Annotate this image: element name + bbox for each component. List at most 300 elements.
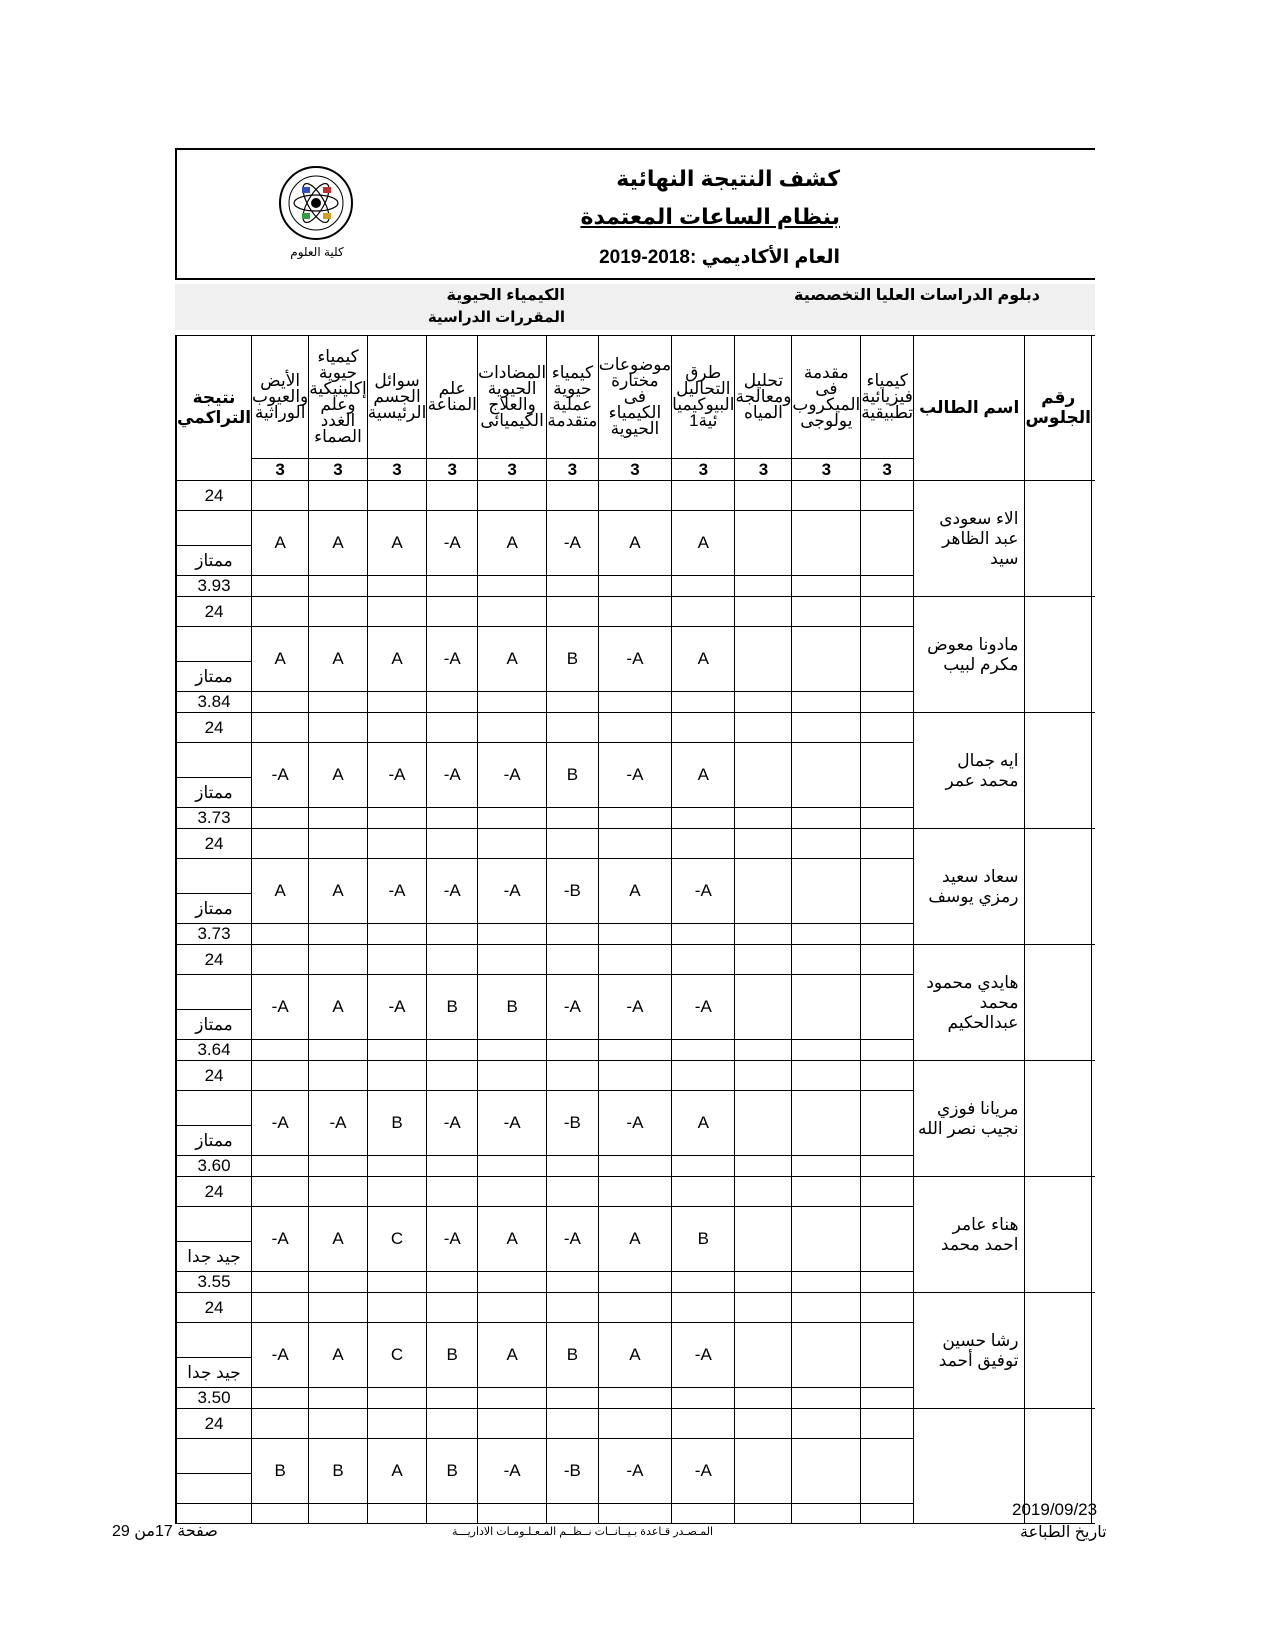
grade-cell-bottom [367, 1040, 427, 1061]
grade-cell-bottom [367, 1156, 427, 1177]
grade-cell-bottom [252, 1388, 309, 1409]
grade-cell-bottom [861, 1388, 914, 1409]
gpa-value: 3.50 [176, 1388, 252, 1409]
grade-cell-top [367, 481, 427, 511]
course-grade [861, 743, 914, 808]
course-grade: -A [672, 1439, 735, 1504]
grade-cell-bottom [672, 1272, 735, 1293]
grade-word: ممتاز [176, 546, 252, 576]
grade-cell-top [598, 1409, 671, 1439]
grade-cell-bottom [252, 1040, 309, 1061]
grade-cell-bottom [735, 1272, 792, 1293]
grade-cell-bottom [598, 924, 671, 945]
grade-word: جيد جدا [176, 1242, 252, 1272]
grade-cell-top [252, 713, 309, 743]
academic-year: العام الأكاديمي :2018-2019 [599, 247, 840, 268]
grade-cell-bottom [427, 576, 478, 597]
grade-cell-top [367, 1293, 427, 1323]
student-row [176, 829, 1095, 859]
grade-cell-bottom [735, 808, 792, 829]
course-grade: B [547, 627, 599, 692]
grade-cell-top [861, 481, 914, 511]
course-grade [861, 859, 914, 924]
grade-cell-bottom [478, 692, 547, 713]
grade-cell-bottom [861, 924, 914, 945]
result-cell [176, 511, 252, 546]
gpa-value: 3.73 [176, 808, 252, 829]
credit-hours: 3 [598, 459, 671, 481]
grade-cell-top [598, 1061, 671, 1091]
grade-cell-top [861, 1177, 914, 1207]
grade-cell-bottom [252, 924, 309, 945]
student-row [176, 1177, 1095, 1207]
grade-cell-top [427, 1293, 478, 1323]
grade-cell-top [861, 945, 914, 975]
grade-cell-top [547, 713, 599, 743]
grade-cell-top [478, 945, 547, 975]
grade-cell-bottom [598, 1272, 671, 1293]
student-name [914, 1409, 1025, 1524]
course-grade: A [478, 511, 547, 576]
edge-cell [1091, 713, 1095, 829]
course-grade: -A [252, 975, 309, 1040]
grade-cell-bottom [792, 576, 861, 597]
course-grade: -A [427, 743, 478, 808]
grade-cell-bottom [252, 576, 309, 597]
course-grade: B [427, 975, 478, 1040]
grade-cell-bottom [735, 1040, 792, 1061]
page-subtitle: بنظام الساعات المعتمدة [580, 204, 840, 229]
total-hours: 24 [176, 597, 252, 627]
grade-cell-top [735, 945, 792, 975]
grade-cell-bottom [735, 576, 792, 597]
grade-cell-bottom [861, 1272, 914, 1293]
course-grade [792, 627, 861, 692]
grade-cell-top [427, 1061, 478, 1091]
university-logo [275, 162, 357, 244]
grade-cell-top [252, 481, 309, 511]
grade-cell-top [427, 829, 478, 859]
result-sheet [175, 148, 1095, 1480]
course-grade [861, 627, 914, 692]
grade-cell-bottom [735, 1388, 792, 1409]
data-source: المـصـدر قـاعدة بـيــانــات نــظــم المـعـلـومـات الاداريـــة [452, 1526, 714, 1538]
course-grade: A [478, 1207, 547, 1272]
course-grade: A [672, 743, 735, 808]
grade-cell-bottom [861, 1504, 914, 1524]
grade-cell-bottom [427, 1272, 478, 1293]
grade-cell-bottom [735, 924, 792, 945]
course-grade: A [309, 1207, 367, 1272]
student-name: هناء عامر احمد محمد [914, 1177, 1025, 1293]
student-row [176, 713, 1095, 743]
grade-cell-top [792, 1409, 861, 1439]
grade-cell-top [427, 1409, 478, 1439]
total-hours: 24 [176, 829, 252, 859]
total-hours: 24 [176, 481, 252, 511]
edge-cell [1091, 829, 1095, 945]
grade-cell-top [252, 1061, 309, 1091]
grade-cell-bottom [598, 1156, 671, 1177]
grade-cell-top [792, 945, 861, 975]
seat-number [1025, 1177, 1092, 1293]
grade-cell-top [672, 481, 735, 511]
course-grade [861, 1207, 914, 1272]
course-grade: -A [672, 859, 735, 924]
course-grade: A [309, 743, 367, 808]
student-row [176, 945, 1095, 975]
course-grade: A [598, 511, 671, 576]
course-grade: A [367, 511, 427, 576]
grade-cell-top [672, 1293, 735, 1323]
course-grade [861, 1439, 914, 1504]
grade-cell-bottom [309, 1388, 367, 1409]
grade-word: ممتاز [176, 1126, 252, 1156]
grade-cell-bottom [367, 924, 427, 945]
grade-cell-top [547, 829, 599, 859]
course-grade: -A [427, 1091, 478, 1156]
grade-cell-top [547, 481, 599, 511]
grade-cell-top [735, 1061, 792, 1091]
grade-cell-bottom [367, 808, 427, 829]
course-grade [735, 859, 792, 924]
program-label: دبلوم الدراسات العليا التخصصية [793, 287, 1040, 304]
grade-cell-bottom [672, 1156, 735, 1177]
grade-cell-top [252, 945, 309, 975]
gpa-value: 3.73 [176, 924, 252, 945]
course-grade [792, 1439, 861, 1504]
grade-cell-top [735, 481, 792, 511]
student-row [176, 597, 1095, 627]
grade-cell-bottom [367, 1388, 427, 1409]
edge-cell [1091, 1061, 1095, 1177]
grade-cell-bottom [735, 692, 792, 713]
course-grade [735, 1323, 792, 1388]
grade-cell-top [598, 829, 671, 859]
grade-cell-top [861, 1293, 914, 1323]
course-header: طرق التحاليل البيوكيميا ئية1 [672, 336, 735, 459]
course-grade: -A [309, 1091, 367, 1156]
grade-cell-top [427, 945, 478, 975]
grade-cell-bottom [547, 1040, 599, 1061]
grade-cell-top [598, 1177, 671, 1207]
page-title: كشف النتيجة النهائية [616, 166, 840, 191]
grade-cell-bottom [598, 1040, 671, 1061]
grade-cell-bottom [478, 1504, 547, 1524]
student-name: الاء سعودى عبد الظاهر سيد [914, 481, 1025, 597]
grade-cell-bottom [252, 1272, 309, 1293]
grade-cell-top [478, 1177, 547, 1207]
course-header: كيمياء فيزيائية تطبيقية [861, 336, 914, 459]
department-label: الكيمياء الحيوية [446, 287, 565, 304]
course-grade [735, 1207, 792, 1272]
student-row [176, 1409, 1095, 1439]
grade-cell-bottom [735, 1504, 792, 1524]
grade-cell-top [672, 945, 735, 975]
course-header: تحليل ومعالجة المياه [735, 336, 792, 459]
print-date-label: تاريخ الطباعة [1020, 1524, 1107, 1541]
course-grade: -A [478, 1439, 547, 1504]
grade-cell-bottom [792, 1040, 861, 1061]
course-grade: -A [478, 743, 547, 808]
course-grade [861, 975, 914, 1040]
grade-cell-bottom [478, 1156, 547, 1177]
grade-cell-bottom [478, 924, 547, 945]
grade-cell-top [598, 597, 671, 627]
result-cell [176, 1439, 252, 1474]
grade-cell-bottom [367, 576, 427, 597]
edge-cell [1091, 481, 1095, 597]
course-grade: C [367, 1323, 427, 1388]
course-grade: A [367, 1439, 427, 1504]
course-grade: B [547, 743, 599, 808]
course-grade: -A [367, 975, 427, 1040]
course-grade: -B [547, 1439, 599, 1504]
student-name: مادونا معوض مكرم لبيب [914, 597, 1025, 713]
grade-cell-bottom [309, 576, 367, 597]
credit-hours: 3 [547, 459, 599, 481]
grade-cell-bottom [792, 1388, 861, 1409]
grade-cell-top [252, 597, 309, 627]
sheet-header [175, 148, 1095, 280]
course-grade: -B [547, 859, 599, 924]
grade-cell-top [309, 597, 367, 627]
page-number: صفحة 17من 29 [112, 1523, 218, 1540]
grade-cell-bottom [309, 1504, 367, 1524]
total-hours: 24 [176, 1061, 252, 1091]
result-cell [176, 627, 252, 662]
course-grade: -A [478, 859, 547, 924]
grade-cell-bottom [309, 924, 367, 945]
grade-cell-top [367, 713, 427, 743]
course-grade: B [672, 1207, 735, 1272]
grade-cell-top [367, 945, 427, 975]
grade-cell-top [672, 1061, 735, 1091]
course-grade [735, 1091, 792, 1156]
course-grade: A [672, 627, 735, 692]
grade-cell-bottom [427, 1040, 478, 1061]
course-grade: A [478, 1323, 547, 1388]
credit-hours: 3 [252, 459, 309, 481]
course-grade: A [478, 627, 547, 692]
seat-number [1025, 481, 1092, 597]
grade-cell-bottom [547, 924, 599, 945]
grade-cell-top [735, 829, 792, 859]
result-cell [176, 1323, 252, 1358]
credit-hours: 3 [309, 459, 367, 481]
credit-hours: 3 [861, 459, 914, 481]
header-row [176, 336, 1095, 459]
grade-cell-top [309, 1409, 367, 1439]
student-name: سعاد سعيد رمزي يوسف [914, 829, 1025, 945]
course-grade: -A [252, 1207, 309, 1272]
grade-cell-bottom [861, 1156, 914, 1177]
grade-cell-bottom [427, 692, 478, 713]
grade-cell-top [792, 481, 861, 511]
grade-cell-bottom [547, 1156, 599, 1177]
grade-cell-top [478, 481, 547, 511]
course-grade [792, 859, 861, 924]
course-grade: -A [252, 1091, 309, 1156]
grade-cell-bottom [792, 1504, 861, 1524]
grade-cell-bottom [861, 1040, 914, 1061]
results-table [175, 335, 1098, 1524]
grade-cell-bottom [309, 1040, 367, 1061]
grade-cell-bottom [672, 1040, 735, 1061]
course-grade: A [309, 1323, 367, 1388]
grade-cell-bottom [672, 1504, 735, 1524]
grade-cell-top [367, 1061, 427, 1091]
grade-cell-bottom [427, 1388, 478, 1409]
course-grade: A [309, 627, 367, 692]
grade-cell-top [309, 829, 367, 859]
grade-cell-top [735, 1293, 792, 1323]
grade-cell-bottom [598, 692, 671, 713]
logo-caption: كلية العلوم [290, 245, 344, 259]
grade-cell-top [427, 1177, 478, 1207]
grade-cell-top [309, 945, 367, 975]
course-grade: -A [427, 859, 478, 924]
total-hours: 24 [176, 945, 252, 975]
credit-hours: 3 [367, 459, 427, 481]
course-grade [735, 743, 792, 808]
grade-cell-top [792, 1177, 861, 1207]
grade-cell-top [735, 1409, 792, 1439]
course-header: الأيض والعيوب الوراثية [252, 336, 309, 459]
course-grade: -A [672, 975, 735, 1040]
course-grade: -A [547, 1207, 599, 1272]
edge-cell [1091, 336, 1095, 481]
grade-cell-top [252, 1409, 309, 1439]
course-grade: -A [598, 1091, 671, 1156]
total-hours: 24 [176, 1177, 252, 1207]
course-grade: -A [367, 859, 427, 924]
student-name: هايدي محمود محمد عبدالحكيم [914, 945, 1025, 1061]
seat-number-header: رقم الجلوس [1025, 336, 1092, 481]
course-grade: B [427, 1439, 478, 1504]
grade-cell-top [367, 1177, 427, 1207]
grade-cell-bottom [547, 1388, 599, 1409]
seat-number [1025, 1061, 1092, 1177]
grade-cell-top [861, 1409, 914, 1439]
grade-cell-bottom [672, 576, 735, 597]
grade-cell-bottom [478, 1388, 547, 1409]
course-header: علم المناعة [427, 336, 478, 459]
course-grade: A [598, 859, 671, 924]
grade-cell-bottom [672, 924, 735, 945]
grade-cell-bottom [598, 1388, 671, 1409]
student-row [176, 1061, 1095, 1091]
grade-cell-top [547, 1409, 599, 1439]
course-grade: -A [547, 975, 599, 1040]
grade-cell-top [792, 1293, 861, 1323]
student-name: مريانا فوزي نجيب نصر الله [914, 1061, 1025, 1177]
result-cell [176, 859, 252, 894]
grade-cell-bottom [252, 1156, 309, 1177]
grade-cell-bottom [547, 1272, 599, 1293]
grade-cell-top [309, 481, 367, 511]
grade-cell-bottom [478, 1272, 547, 1293]
grade-cell-top [735, 1177, 792, 1207]
grade-cell-bottom [427, 1504, 478, 1524]
grade-cell-top [367, 597, 427, 627]
grade-cell-top [547, 1293, 599, 1323]
course-grade: A [309, 511, 367, 576]
student-row [176, 481, 1095, 511]
credit-hours: 3 [478, 459, 547, 481]
course-grade: -A [478, 1091, 547, 1156]
course-grade: A [598, 1207, 671, 1272]
course-grade: -A [252, 743, 309, 808]
grade-cell-bottom [367, 1272, 427, 1293]
course-grade: A [309, 975, 367, 1040]
grade-cell-bottom [478, 808, 547, 829]
course-grade: -A [598, 627, 671, 692]
grade-cell-top [672, 713, 735, 743]
course-grade: A [672, 511, 735, 576]
course-grade [861, 511, 914, 576]
grade-cell-top [672, 597, 735, 627]
course-grade: B [252, 1439, 309, 1504]
result-cell [176, 743, 252, 778]
grade-cell-top [672, 829, 735, 859]
grade-cell-top [547, 597, 599, 627]
grade-word: ممتاز [176, 662, 252, 692]
grade-cell-top [861, 713, 914, 743]
grade-cell-top [598, 945, 671, 975]
edge-cell [1091, 597, 1095, 713]
credit-hours: 3 [672, 459, 735, 481]
student-name: رشا حسين توفيق أحمد [914, 1293, 1025, 1409]
grade-cell-top [252, 829, 309, 859]
grade-cell-bottom [861, 808, 914, 829]
course-grade: B [478, 975, 547, 1040]
credit-hours: 3 [792, 459, 861, 481]
student-name: ايه جمال محمد عمر [914, 713, 1025, 829]
course-grade: -A [598, 743, 671, 808]
course-grade [861, 1323, 914, 1388]
course-grade [861, 1091, 914, 1156]
grade-cell-top [598, 481, 671, 511]
grade-cell-bottom [861, 692, 914, 713]
gpa-value: 3.60 [176, 1156, 252, 1177]
course-grade: A [367, 627, 427, 692]
gpa-value: 3.55 [176, 1272, 252, 1293]
grade-cell-top [309, 1177, 367, 1207]
seat-number [1025, 945, 1092, 1061]
grade-cell-bottom [252, 692, 309, 713]
credit-hours: 3 [427, 459, 478, 481]
grade-cell-top [792, 829, 861, 859]
course-grade: -B [547, 1091, 599, 1156]
grade-cell-top [367, 1409, 427, 1439]
course-grade: -A [427, 627, 478, 692]
grade-cell-bottom [547, 808, 599, 829]
seat-number [1025, 597, 1092, 713]
course-header: مقدمة فى الميكروب يولوجى [792, 336, 861, 459]
grade-cell-bottom [598, 808, 671, 829]
course-grade: -A [367, 743, 427, 808]
grade-cell-bottom [792, 808, 861, 829]
course-header: المضادات الحيوية والعلاج الكيميائى [478, 336, 547, 459]
course-header: كيمياء حيوية عملية متقدمة [547, 336, 599, 459]
grade-cell-top [735, 713, 792, 743]
grade-cell-bottom [792, 924, 861, 945]
total-hours: 24 [176, 1409, 252, 1439]
gpa-value: 3.64 [176, 1040, 252, 1061]
course-grade [792, 743, 861, 808]
course-grade [792, 1091, 861, 1156]
